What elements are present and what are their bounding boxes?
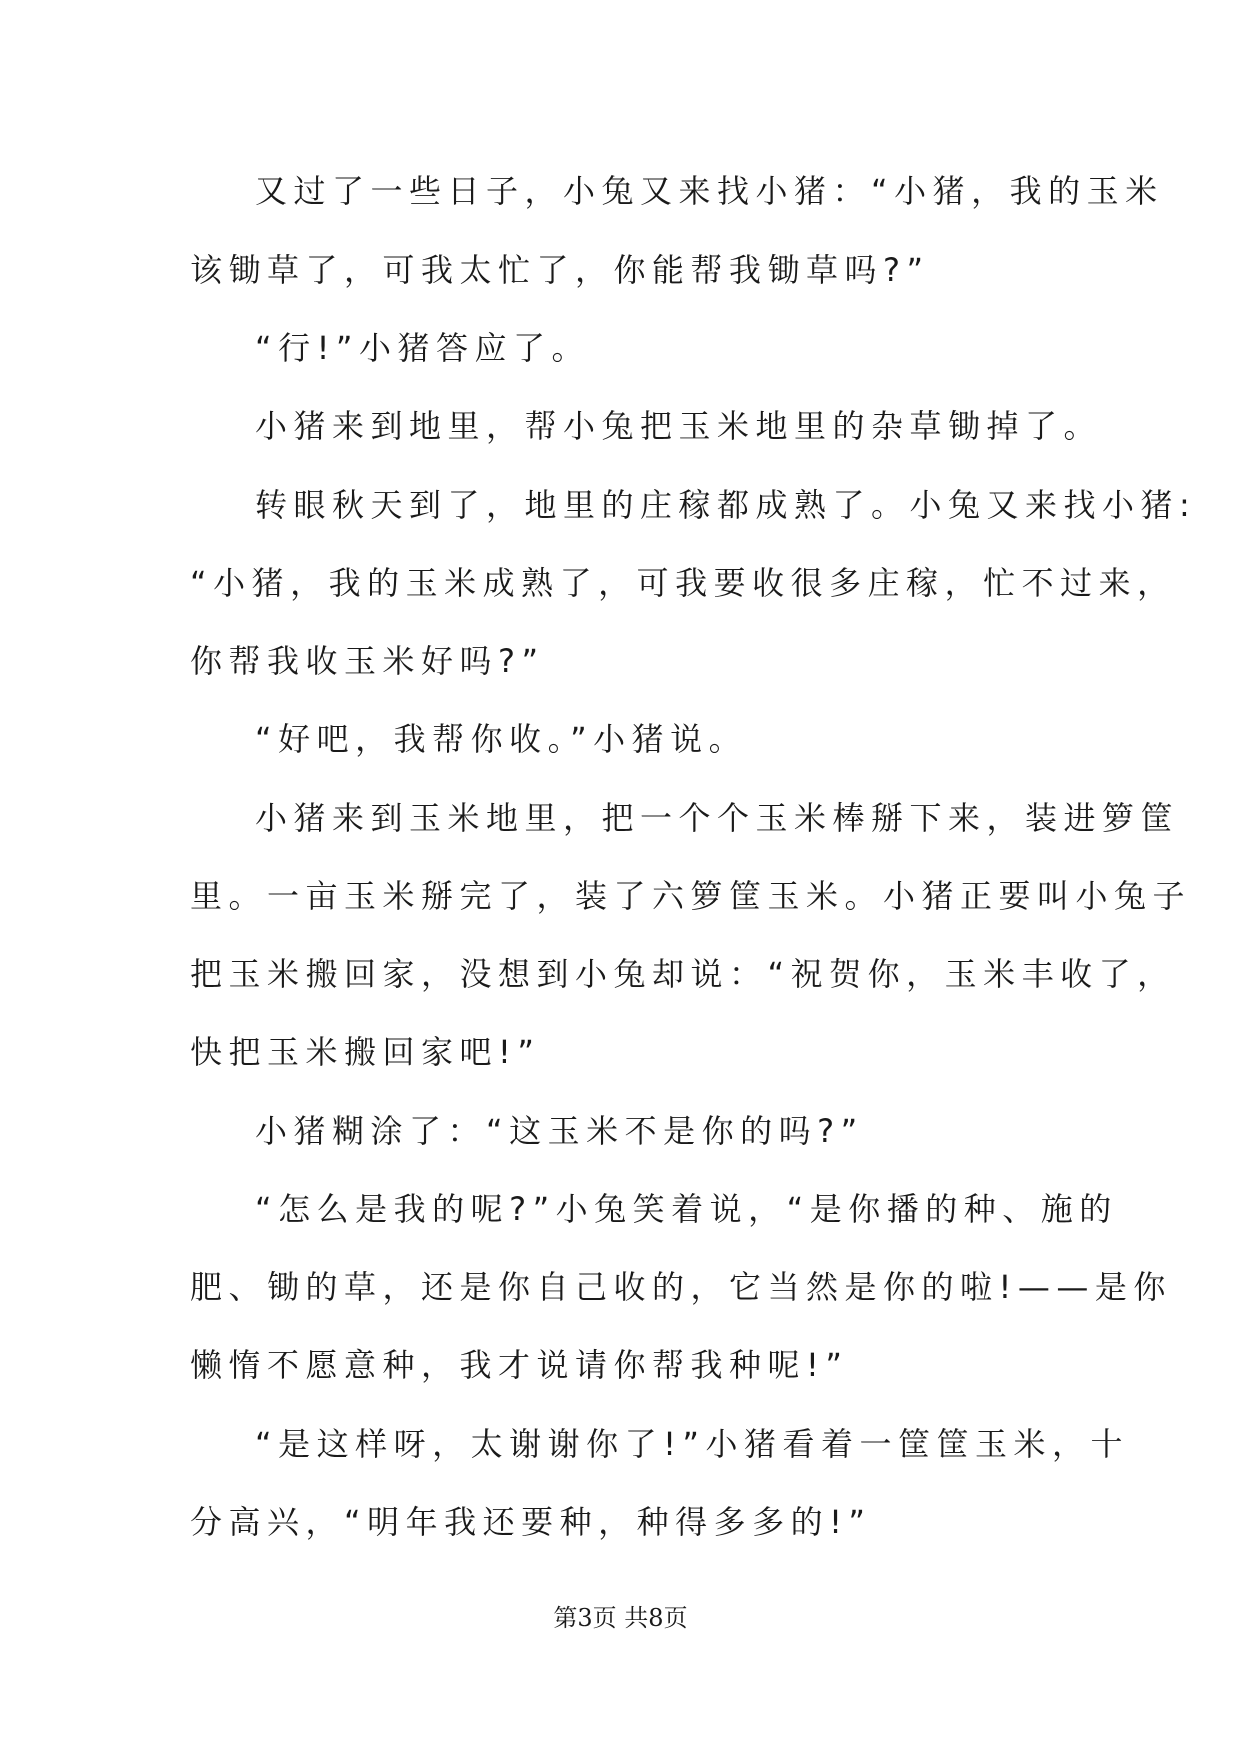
text-line: 该锄草了，可我太忙了，你能帮我锄草吗?” xyxy=(190,251,930,289)
page-footer: 第3页 共8页 xyxy=(553,1604,688,1632)
text-line: 小猪来到地里，帮小兔把玉米地里的杂草锄掉了。 xyxy=(255,407,1103,445)
text-line: 里。一亩玉米掰完了，装了六箩筐玉米。小猪正要叫小兔子 xyxy=(190,877,1192,915)
text-line: 你帮我收玉米好吗?” xyxy=(190,642,545,680)
text-line: 把玉米搬回家，没想到小兔却说：“祝贺你，玉米丰收了， xyxy=(190,955,1176,993)
text-line: 肥、锄的草，还是你自己收的，它当然是你的啦!——是你 xyxy=(190,1268,1172,1306)
text-line: 懒惰不愿意种，我才说请你帮我种呢!” xyxy=(190,1346,849,1384)
text-line: “行!”小猪答应了。 xyxy=(255,329,590,367)
text-line: 快把玉米搬回家吧!” xyxy=(190,1033,541,1071)
text-line: 小猪糊涂了：“这玉米不是你的吗?” xyxy=(255,1112,864,1150)
text-line: 分高兴，“明年我还要种，种得多多的!” xyxy=(190,1503,872,1541)
text-line: “好吧，我帮你收。”小猪说。 xyxy=(255,720,748,758)
text-line: 又过了一些日子，小兔又来找小猪：“小猪，我的玉米 xyxy=(255,172,1164,210)
text-line: “是这样呀，太谢谢你了!”小猪看着一筐筐玉米，十 xyxy=(255,1425,1129,1463)
text-line: “小猪，我的玉米成熟了，可我要收很多庄稼，忙不过来， xyxy=(190,564,1176,602)
text-line: 小猪来到玉米地里，把一个个玉米棒掰下来，装进箩筐 xyxy=(255,799,1180,837)
text-line: 转眼秋天到了，地里的庄稼都成熟了。小兔又来找小猪: xyxy=(255,486,1197,524)
text-line: “怎么是我的呢?”小兔笑着说，“是你播的种、施的 xyxy=(255,1190,1118,1228)
